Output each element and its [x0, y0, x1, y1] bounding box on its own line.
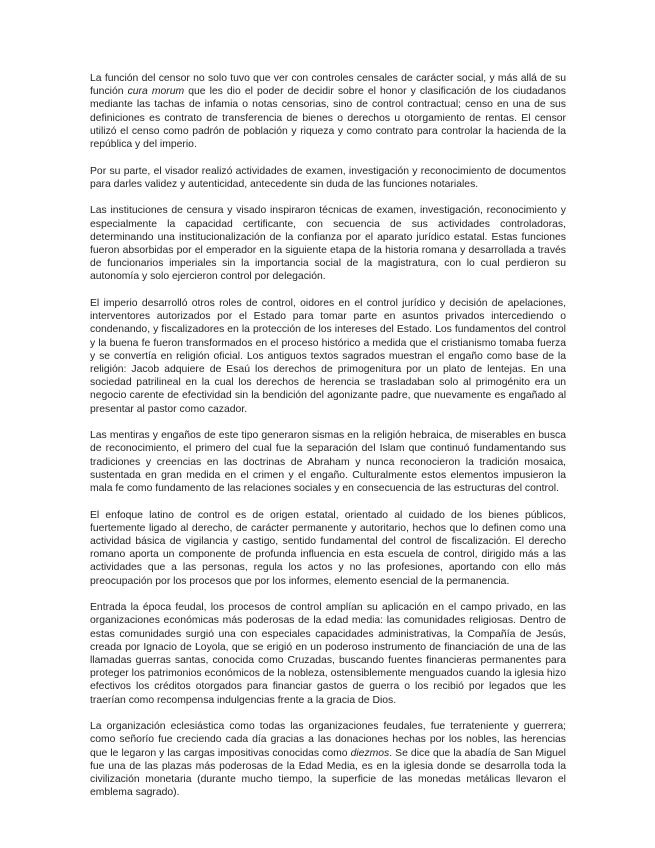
paragraph-text: El imperio desarrolló otros roles de control, oidores en el control jurídico y decisión de apelaciones, interventores autorizados por el Estado para tomar parte en asuntos privados intercediendo o condenando, y fiscalizadores en la protección de los intereses del Estado. Los fundamentos del control y la buena fe fueron transformados en el proceso histórico a medida que el cristianismo tomaba fuerza y se convertía en religión oficial. Los antiguos textos sagrados muestran el engaño como base de la religión: Jacob adquiere de Esaú los derechos de primogenitura por un plato de lentejas. En una sociedad patrilineal en la cual los derechos de herencia se trasladaban solo al primogénito era un negocio carente de efectividad sin la bendición del agonizante padre, que nuevamente es engañado al presentar al pastor como cazador.: [90, 298, 566, 415]
italic-term: cura morum: [127, 86, 185, 98]
paragraph-text: La organización eclesiástica como todas las organizaciones feudales, fue terrateniente y guerrera; como señorío fue creciendo cada día gracias a las donaciones hechas por los nobles, las herencias que le legaron y las cargas impositivas conocidas como: [90, 721, 566, 759]
paragraph-text: Entrada la época feudal, los procesos de control amplían su aplicación en el campo privado, en las organizaciones económicas más poderosas de la edad media: las comunidades religiosas. Dentro de estas comunidades surgió una con especiales capacidades administrativas, la Compañía de Jesús, creada por Ignacio de Loyola, que se erigió en un poderoso instrumento de financiación de una de las llamadas guerras santas, conocida como Cruzadas, buscando fuentes financieras permanentes para proteger los patrimonios económicos de la nobleza, ostensiblemente menguados cuando la iglesia hizo efectivos los créditos otorgados para financiar gastos de guerra o los recibió por legados que les traerían como recompensa indulgencias frente a la gracia de Dios.: [90, 602, 566, 706]
paragraph: [90, 720, 566, 799]
italic-term: diezmos: [350, 747, 390, 759]
paragraph: [90, 297, 566, 416]
paragraph: [90, 204, 566, 283]
paragraph-text: que les dio el poder de decidir sobre el honor y clasificación de los ciudadanos mediante las tachas de infamia o notas censorias, sino de control contractual; censo en una de sus definiciones es contrato de transferencia de bienes o derechos u otorgamiento de rentas. El censor utilizó el censo como padrón de población y riqueza y como contrato para controlar la hacienda de la república y del imperio.: [90, 86, 566, 151]
paragraph: [90, 165, 566, 191]
paragraph-text: Las instituciones de censura y visado inspiraron técnicas de examen, investigación, reconocimiento y especialmente la capacidad certificante, con secuencia de sus actividades controladoras, determinando una institucionalización de la confianza por el aparato jurídico estatal. Estas funciones fueron absorbidas por el emperador en la siguiente etapa de la historia romana y desarrollada a través de funcionarios imperiales sin la importancia social de la magistratura, con lo cual perdieron su autonomía y solo ejercieron control por delegación.: [90, 205, 566, 283]
paragraph-text: Las mentiras y engaños de este tipo generaron sismas en la religión hebraica, de miserables en busca de reconocimiento, el primero del cual fue la separación del Islam que continuó fundamentando sus tradiciones y creencias en las doctrinas de Abraham y nunca reconocieron la tradición mosaica, sustentada en gran medida en el crimen y el engaño. Culturalmente estos elementos impusieron la mala fe como fundamento de las relaciones sociales y en consecuencia de las estructuras del control.: [90, 430, 566, 495]
paragraph: [90, 72, 566, 151]
paragraph: [90, 429, 566, 495]
paragraph: [90, 509, 566, 588]
paragraph: [90, 601, 566, 707]
document-page: [90, 72, 566, 813]
paragraph-text: El enfoque latino de control es de origen estatal, orientado al cuidado de los bienes públicos, fuertemente ligado al derecho, de carácter permanente y autoritario, hechos que lo definen como una actividad básica de vigilancia y castigo, sentido fundamental del control de fiscalización. El derecho romano aporta un componente de profunda influencia en esta escuela de control, dirigido más a las actividades que a las personas, regula los actos y no las profesiones, aportando con ello más preocupación por los procesos que por los informes, elemento esencial de la permanencia.: [90, 509, 566, 587]
paragraph-text: . Se dice que la abadía de San Miguel fue una de las plazas más poderosas de la Edad Media, es en la iglesia donde se desarrolla toda la civilización monetaria (durante mucho tiempo, la superficie de las monedas metálicas llevaron el emblema sagrado).: [90, 747, 566, 799]
paragraph-text: La función del censor no solo tuvo que ver con controles censales de carácter social, y más allá de su función: [90, 73, 566, 98]
paragraph-text: Por su parte, el visador realizó actividades de examen, investigación y reconocimiento de documentos para darles validez y autenticidad, antecedente sin duda de las funciones notariales.: [90, 165, 566, 190]
